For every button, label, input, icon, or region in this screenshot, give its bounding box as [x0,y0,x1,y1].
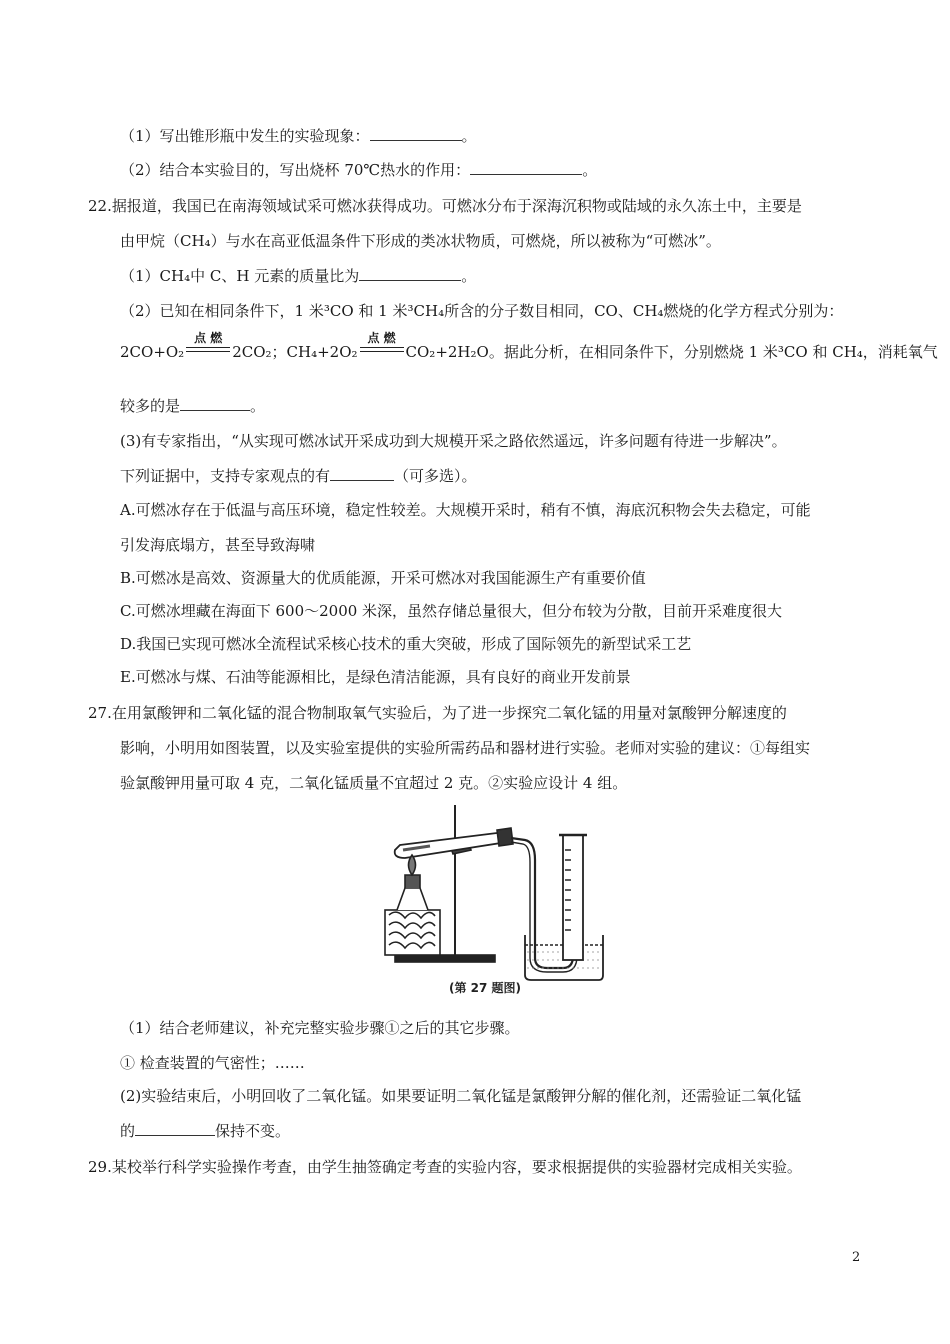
q22-part3-line2: 下列证据中，支持专家观点的有 （可多选）。 [120,467,477,485]
q22-part2-line3: 较多的是 。 [120,397,266,415]
answer-blank[interactable] [135,1121,215,1136]
q22-stem-line1: 22.据报道，我国已在南海领域试采可燃冰获得成功。可燃冰分布于深海沉积物或陆域的永久冻土中，主要是 [88,197,802,215]
q27-part2-line1: (2)实验结束后，小明回收了二氧化锰。如果要证明二氧化锰是氯酸钾分解的催化剂，还需验证二氧化锰 [120,1087,802,1105]
q27-part2-line2: 的 保持不变。 [120,1122,291,1140]
q22-stem-line2: 由甲烷（CH₄）与水在高亚低温条件下形成的类冰状物质，可燃烧，所以被称为“可燃冰”。 [120,232,721,250]
q27-part1: （1）结合老师建议，补充完整实验步骤①之后的其它步骤。 [120,1019,520,1037]
answer-blank[interactable] [470,160,582,175]
answer-blank[interactable] [370,126,462,141]
q22-part3-line1: (3)有专家指出，“从实现可燃冰试开采成功到大规模开采之路依然遥远，许多问题有待进一步解决”。 [120,432,787,450]
reaction-arrow: 点 燃 [360,340,404,360]
q22-option-e: E.可燃冰与煤、石油等能源相比，是绿色清洁能源，具有良好的商业开发前景 [120,668,631,686]
q27-step1: ① 检查装置的气密性；…… [120,1054,305,1072]
page-number: 2 [852,1250,861,1265]
q22-equations: 2CO+O₂ 点 燃 2CO₂；CH₄+2O₂ 点 燃 CO₂+2H₂O。据此分析，在相同条件下，分别燃烧 1 米³CO 和 CH₄，消耗氧气 [120,331,938,361]
q22-option-b: B.可燃冰是高效、资源量大的优质能源，开采可燃冰对我国能源生产有重要价值 [120,569,646,587]
q22-option-d: D.我国已实现可燃冰全流程试采核心技术的重大突破，形成了国际领先的新型试采工艺 [120,635,692,653]
q22-part1: （1）CH₄中 C、H 元素的质量比为 。 [120,267,477,285]
q22-option-c: C.可燃冰埋藏在海面下 600～2000 米深，虽然存储总量很大，但分布较为分散，目前开采难度很大 [120,602,783,620]
oxygen-apparatus-figure [375,800,605,995]
q27-stem-line1: 27.在用氯酸钾和二氧化锰的混合物制取氧气实验后，为了进一步探究二氧化锰的用量对氯酸钾分解速度的 [88,704,787,722]
q29-stem-line1: 29.某校举行科学实验操作考查，由学生抽签确定考查的实验内容，要求根据提供的实验器材完成相关实验。 [88,1158,802,1176]
q27-stem-line3: 验氯酸钾用量可取 4 克，二氧化锰质量不宜超过 2 克。②实验应设计 4 组。 [120,774,628,792]
reaction-arrow: 点 燃 [186,340,230,360]
q27-stem-line2: 影响，小明用如图装置，以及实验室提供的实验所需药品和器材进行实验。老师对实验的建议：①每组实 [120,739,811,757]
figure-caption: (第 27 题图) [448,981,522,995]
q21-part1: （1）写出锥形瓶中发生的实验现象： 。 [120,127,477,145]
q21-part2: （2）结合本实验目的，写出烧杯 70℃热水的作用： 。 [120,161,598,179]
answer-blank[interactable] [359,266,461,281]
q22-option-a-line1: A.可燃冰存在于低温与高压环境，稳定性较差。大规模开采时，稍有不慎，海底沉积物会失去稳定，可能 [120,501,811,519]
q22-option-a-line2: 引发海底塌方，甚至导致海啸 [120,536,316,554]
q22-part2-line1: （2）已知在相同条件下，1 米³CO 和 1 米³CH₄所含的分子数目相同，CO、CH₄燃烧的化学方程式分别为： [120,302,844,320]
answer-blank[interactable] [330,466,394,481]
answer-blank[interactable] [180,396,250,411]
